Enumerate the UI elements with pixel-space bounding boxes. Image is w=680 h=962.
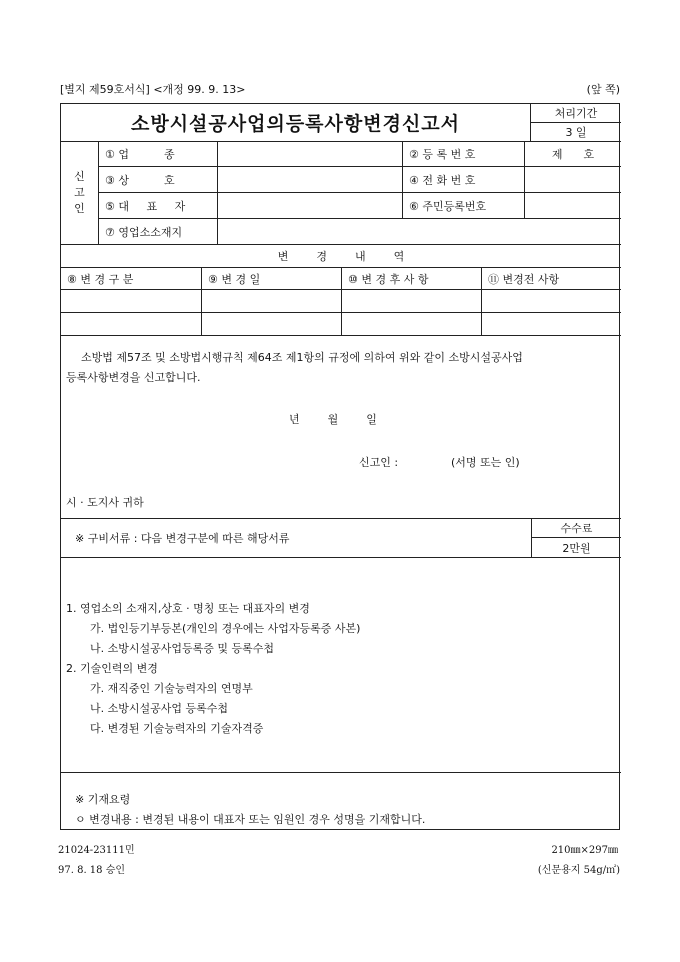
fee-label: 수수료 [532, 519, 621, 538]
change-date-cell[interactable] [202, 313, 342, 336]
processing-period-label: 처리기간 [531, 104, 621, 123]
phone-field[interactable] [525, 167, 621, 193]
date-line[interactable]: 년 월 일 [289, 413, 377, 426]
trade-name-field[interactable] [218, 167, 403, 193]
reg-no-label: ② 등 록 번 호 [403, 142, 525, 167]
page-side-label: (앞 쪽) [586, 83, 620, 96]
list-item: 나. 소방시설공사업 등록수첩 [90, 702, 229, 715]
col-change-type: ⑧ 변 경 구 분 [61, 268, 202, 290]
before-change-cell[interactable] [482, 313, 621, 336]
resident-no-label: ⑥ 주민등록번호 [403, 193, 525, 219]
signer-label: 신고인 : [359, 456, 399, 469]
instructions-line: ㅇ 변경내용 : 변경된 내용이 대표자 또는 임원인 경우 성명을 기재합니다. [75, 813, 426, 826]
paper-type: (신문용지 54g/㎡) [537, 865, 620, 876]
approval-date: 97. 8. 18 승인 [58, 865, 126, 876]
col-after-change: ⑩ 변 경 후 사 항 [342, 268, 482, 290]
form-title: 소방시설공사업의등록사항변경신고서 [61, 104, 531, 142]
phone-label: ④ 전 화 번 호 [403, 167, 525, 193]
col-before-change: ⑪ 변경전 사항 [482, 268, 621, 290]
trade-name-label: ③ 상 호 [99, 167, 218, 193]
change-type-cell[interactable] [61, 313, 202, 336]
resident-no-field[interactable] [525, 193, 621, 219]
change-date-cell[interactable] [202, 290, 342, 313]
business-address-field[interactable] [218, 219, 621, 245]
after-change-cell[interactable] [342, 313, 482, 336]
instructions-block [61, 773, 621, 829]
form-code: 21024-23111민 [58, 845, 135, 856]
business-address-label: ⑦ 영업소소재지 [99, 219, 218, 245]
list-item: 다. 변경된 기술능력자의 기술자격증 [90, 722, 264, 735]
report-form [60, 103, 620, 830]
before-change-cell[interactable] [482, 290, 621, 313]
instructions-heading: ※ 기재요령 [75, 793, 131, 806]
col-change-date: ⑨ 변 경 일 [202, 268, 342, 290]
business-type-label: ① 업 종 [99, 142, 218, 167]
processing-period-value: 3 일 [531, 123, 621, 142]
list-item: 1. 영업소의 소재지,상호 · 명칭 또는 대표자의 변경 [66, 602, 310, 615]
declaration-text-2: 등록사항변경을 신고합니다. [66, 371, 201, 384]
change-type-cell[interactable] [61, 290, 202, 313]
declaration-text-1: 소방법 제57조 및 소방법시행규칙 제64조 제1항의 규정에 의하여 위와 같이 소방시설공사업 [81, 351, 523, 364]
fee-value: 2만원 [532, 538, 621, 558]
list-item: 나. 소방시설공사업등록증 및 등록수첩 [90, 642, 275, 655]
changes-section-title: 변 경 내 역 [61, 245, 621, 268]
form-number: [별지 제59호서식] <개정 99. 9. 13> [60, 83, 246, 96]
reg-no-field[interactable]: 제 호 [525, 142, 621, 167]
addressee: 시 · 도지사 귀하 [66, 496, 144, 509]
signature-field[interactable]: (서명 또는 인) [451, 456, 520, 469]
applicant-group-label: 신 고 인 [61, 142, 99, 245]
after-change-cell[interactable] [342, 290, 482, 313]
declaration-block [61, 336, 621, 519]
business-type-field[interactable] [218, 142, 403, 167]
representative-field[interactable] [218, 193, 403, 219]
list-item: 2. 기술인력의 변경 [66, 662, 158, 675]
required-docs-label: ※ 구비서류 : 다음 변경구분에 따른 해당서류 [61, 519, 532, 558]
required-docs-list [61, 558, 621, 773]
list-item: 가. 재직중인 기술능력자의 연명부 [90, 682, 253, 695]
representative-label: ⑤ 대 표 자 [99, 193, 218, 219]
paper-size: 210㎜×297㎜ [551, 845, 618, 856]
list-item: 가. 법인등기부등본(개인의 경우에는 사업자등록증 사본) [90, 622, 361, 635]
